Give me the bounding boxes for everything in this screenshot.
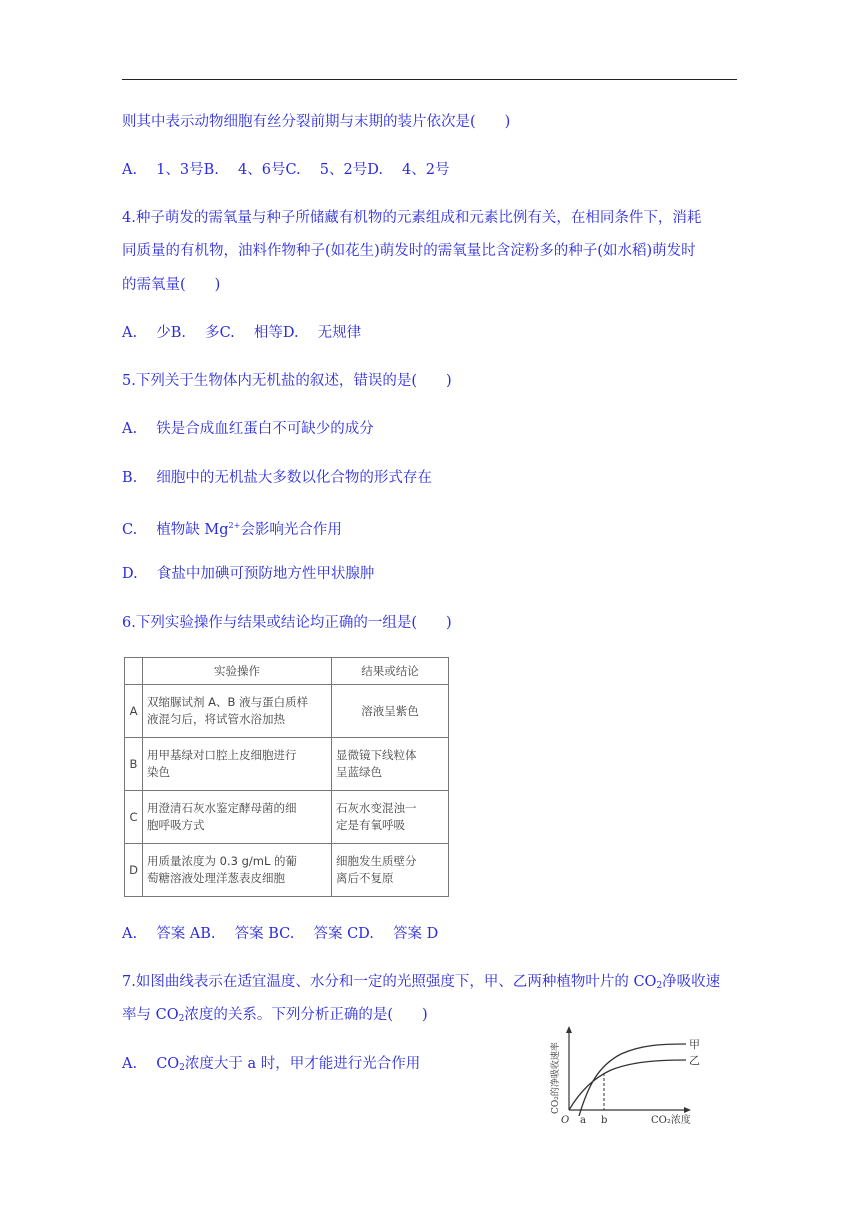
row-result-line1: 细胞发生质壁分 <box>336 854 417 868</box>
row-result <box>332 791 449 844</box>
co2-absorption-chart <box>536 1026 716 1132</box>
table-header-row <box>125 658 449 685</box>
q6-options: A. 答案 AB. 答案 BC. 答案 CD. 答案 D <box>122 926 439 942</box>
q7-stem-line1 <box>122 973 720 995</box>
y-axis-arrow <box>566 1026 572 1033</box>
q7-stem-line2-tail: 浓度的关系。下列分析正确的是( ) <box>184 1007 428 1023</box>
q5-option-a: A. 铁是合成血红蛋白不可缺少的成分 <box>122 421 374 437</box>
q4-stem-line1: 4.种子萌发的需氧量与种子所储藏有机物的元素组成和元素比例有关，在相同条件下，消耗 <box>122 210 702 226</box>
row-operation-line2: 染色 <box>147 765 170 779</box>
mg-charge: 2+ <box>228 521 241 530</box>
row-result <box>332 738 449 791</box>
row-operation-line2: 萄糖溶液处理洋葱表皮细胞 <box>147 871 285 885</box>
experiment-table <box>124 657 449 897</box>
series-jia-label: 甲 <box>689 1038 700 1051</box>
table-row <box>125 685 449 738</box>
q5-option-c <box>122 517 342 539</box>
row-key: A <box>125 685 143 738</box>
row-result-line2: 定是有氧呼吸 <box>336 818 405 832</box>
y-axis-label: CO₂的净吸收速率 <box>551 1042 561 1114</box>
q4-stem-line2: 同质量的有机物，油料作物种子(如花生)萌发时的需氧量比含淀粉多的种子(如水稻)萌发时 <box>122 243 696 259</box>
q7-option-a-text: A. CO <box>122 1056 180 1072</box>
row-operation-line1: 用甲基绿对口腔上皮细胞进行 <box>147 748 297 762</box>
x-tick-a: a <box>580 1115 586 1126</box>
row-operation <box>143 738 332 791</box>
row-key: C <box>125 791 143 844</box>
q7-stem-line2-text: 率与 CO <box>122 1007 179 1023</box>
row-operation <box>143 791 332 844</box>
row-result-line2: 离后不复原 <box>336 871 394 885</box>
q6-stem: 6.下列实验操作与结果或结论均正确的一组是( ) <box>122 615 452 631</box>
q3-options: A. 1、3号B. 4、6号C. 5、2号D. 4、2号 <box>122 162 450 178</box>
table-header-operation: 实验操作 <box>143 658 332 685</box>
q5-option-c-text: C. 植物缺 Mg <box>122 522 229 538</box>
header-rule <box>122 79 737 80</box>
q5-stem: 5.下列关于生物体内无机盐的叙述，错误的是( ) <box>122 373 452 389</box>
q5-option-d: D. 食盐中加碘可预防地方性甲状腺肿 <box>122 566 375 582</box>
x-tick-b: b <box>601 1115 608 1126</box>
q5-option-b: B. 细胞中的无机盐大多数以化合物的形式存在 <box>122 470 432 486</box>
row-operation <box>143 685 332 738</box>
row-result-line1: 显微镜下线粒体 <box>336 748 417 762</box>
table-row <box>125 791 449 844</box>
row-result <box>332 844 449 897</box>
co2-subscript: 2 <box>179 1063 185 1073</box>
row-operation-line2: 胞呼吸方式 <box>147 818 205 832</box>
table-row <box>125 738 449 791</box>
row-key: D <box>125 844 143 897</box>
row-operation-line2: 液混匀后，将试管水浴加热 <box>147 712 285 726</box>
q3-stem: 则其中表示动物细胞有丝分裂前期与末期的装片依次是( ) <box>122 114 511 130</box>
q7-option-a <box>122 1055 420 1077</box>
q4-options: A. 少B. 多C. 相等D. 无规律 <box>122 325 362 341</box>
x-axis-label: CO₂浓度 <box>651 1115 691 1126</box>
row-key: B <box>125 738 143 791</box>
row-result-line2: 呈蓝绿色 <box>336 765 382 779</box>
row-operation-line1: 用澄清石灰水鉴定酵母菌的细 <box>147 801 297 815</box>
origin-label: O <box>561 1115 570 1126</box>
q4-stem-line3: 的需氧量( ) <box>122 277 221 293</box>
series-yi-curve <box>569 1060 686 1110</box>
table-header-result: 结果或结论 <box>332 658 449 685</box>
q7-stem-line1-text: 7.如图曲线表示在适宜温度、水分和一定的光照强度下，甲、乙两种植物叶片的 CO <box>122 974 657 990</box>
q5-option-c-tail: 会影响光合作用 <box>240 522 342 538</box>
row-result-line1: 溶液呈紫色 <box>361 703 419 718</box>
table-row <box>125 844 449 897</box>
co2-subscript: 2 <box>656 981 663 991</box>
row-operation <box>143 844 332 897</box>
q7-stem-line1-tail: 净吸收速 <box>662 974 721 990</box>
table-header-blank <box>125 658 143 685</box>
row-operation-line1: 用质量浓度为 0.3 g/mL 的葡 <box>147 854 298 868</box>
series-yi-label: 乙 <box>689 1054 700 1067</box>
x-axis-arrow <box>684 1107 691 1113</box>
row-operation-line1: 双缩脲试剂 A、B 液与蛋白质样 <box>147 695 309 709</box>
row-result <box>332 685 449 738</box>
row-result-line1: 石灰水变混浊一 <box>336 801 417 815</box>
q7-stem-line2 <box>122 1006 428 1028</box>
q7-option-a-tail: 浓度大于 a 时，甲才能进行光合作用 <box>184 1056 421 1072</box>
co2-subscript: 2 <box>178 1014 185 1024</box>
